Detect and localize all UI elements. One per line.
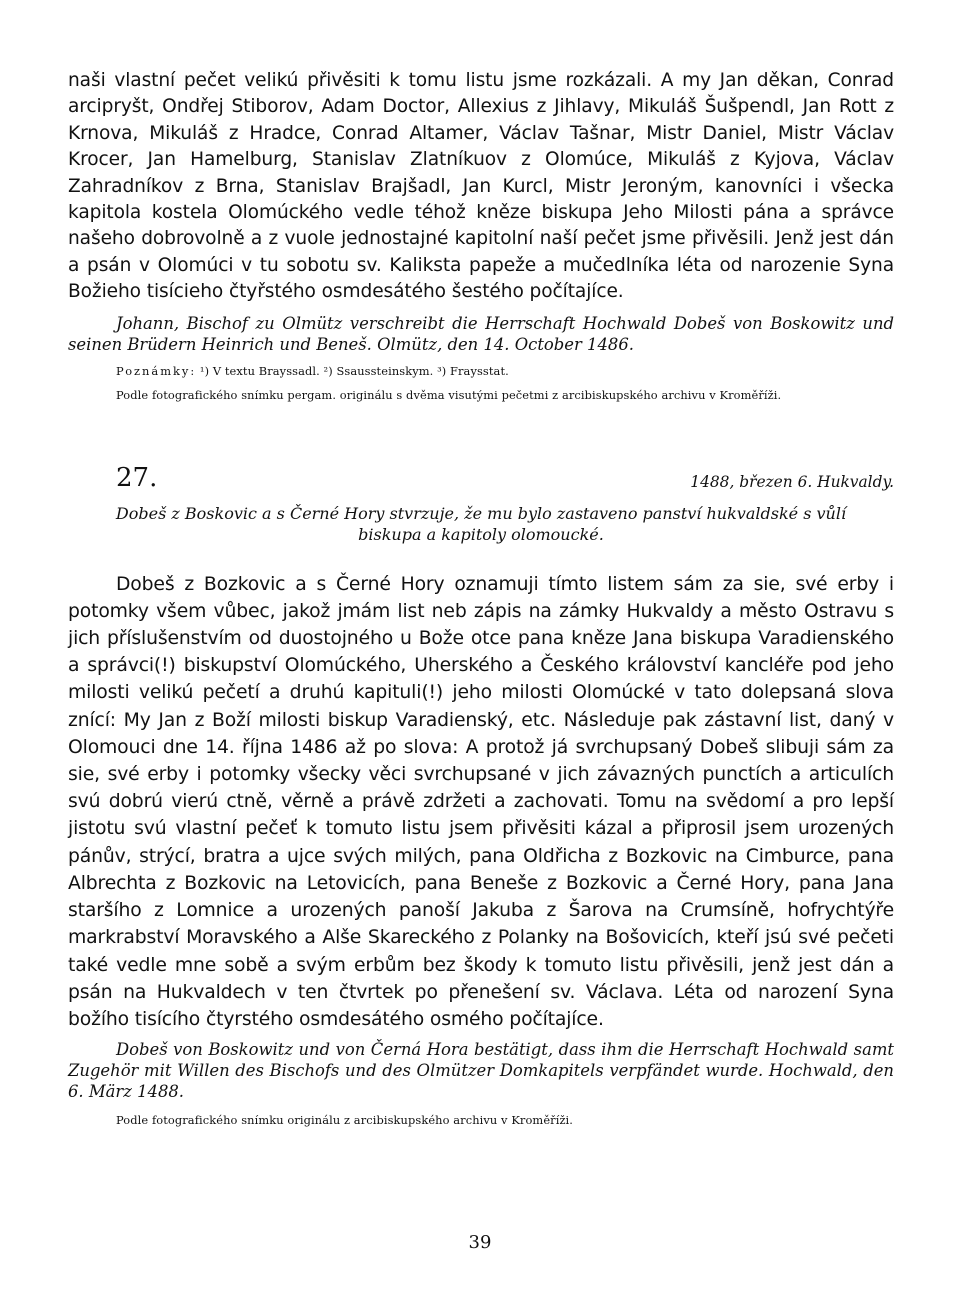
page-content <box>68 68 894 1128</box>
footnotes <box>68 363 894 379</box>
document-regest: Dobeš z Boskovic a s Černé Hory stvrzuje, že mu bylo zastaveno panství hukvaldské s vůlí biskupa a kapitoly olomoucké. <box>115 503 847 544</box>
document-number: 27. <box>116 462 158 493</box>
document-german-summary: Dobeš von Boskowitz und von Černá Hora bestätigt, dass ihm die Herrschaft Hochwald samt Zugehör mit Willen des Bischofs und des Olmützer Domkapitels verpfändet wurde. Hochwald, den 6. März 1488. <box>68 1040 894 1102</box>
footnotes-text: ¹) V textu Brayssadl. ²) Ssaussteinskym. ³) Fraysstat. <box>199 363 509 378</box>
document-date-place: 1488, březen 6. Hukvaldy. <box>690 472 894 491</box>
document-header <box>68 461 894 499</box>
document-source-note: Podle fotografického snímku originálu z arcibiskupského archivu v Kroměříži. <box>116 1113 574 1128</box>
footnotes-label: Poznámky: <box>116 363 197 378</box>
page-number: 39 <box>468 1232 492 1253</box>
prior-german-summary: Johann, Bischof zu Olmütz verschreibt die Herrschaft Hochwald Dobeš von Boskowitz und seinen Brüdern Heinrich und Beneš. Olmütz, den 14. October 1486. <box>68 313 894 354</box>
document-text: Dobeš z Bozkovic a s Černé Hory oznamuji tímto listem sám za sie, své erby i potomky všem vůbec, jakož jmám list neb zápis na zámky Hukvaldy a město Ostravu s jich příslušenstvím od duostojného u Bože otce pana kněze Jana biskupa Varadienského a správci(!) biskupství Olomúckého, Uherského a Českého království kancléře pod jeho milosti velikú pečetí a druhú kapituli(!) jeho milosti Olomúcké v tato dolepsaná slova znící: My Jan z Boží milosti biskup Varadienský, etc. Následuje pak zástavní list, daný v Olomouci dne 14. října 1486 až po slova: A protož já svrchupsaný Dobeš slibuji sám za sie, své erby i potomky všecky věci svrchupsané v jich závazných punctích a articulích svú dobrú vierú ctně, věrně a právě zdržeti a zachovati. Tomu na svědomí a pro lepší jistotu svú vlastní pečeť k tomuto listu jsem přivěsiti kázal a připrosil jsem urozených pánův, strýcí, bratra a ujce svých milých, pana Oldřicha z Bozkovic na Cimburce, pana Albrechta z Bozkovic na Letovicích, pana Beneše z Bozkovic a Černé Hory, pana Jana staršího z Lomnice a urozených panoší Jakuba z Šarova na Crumsíně, hofrychtýře markrabství Moravského a Alše Skareckého z Polanky na Bošovicích, kteří jsú své pečeti také vedle mne sobě a svým erbům bez škody k tomuto listu přivěsili, jenž jest dán a psán na Hukvaldech v ten čtvrtek po přenešení sv. Václava. Léta od narození Syna božího tisícího čtyrstého osmdesátého osmého počítajíce. <box>68 573 894 1030</box>
prior-source-note: Podle fotografického snímku pergam. originálu s dvěma visutými pečetmi z arcibiskupského archivu v Kroměříži. <box>116 387 782 402</box>
prior-document-text: naši vlastní pečet velikú přivěsiti k tomu listu jsme rozkázali. A my Jan děkan, Conrad arcipryšt, Ondřej Stiborov, Adam Doctor, Allexius z Jihlavy, Mikuláš Šušpendl, Jan Rott z Krnova, Mikuláš z Hradce, Conrad Altamer, Václav Tašnar, Mistr Daniel, Mistr Václav Krocer, Jan Hamelburg, Stanislav Zlatníkuov z Olomúce, Mikuláš z Kyjova, Václav Zahradníkov z Brna, Stanislav Brajšadl, Jan Kurcl, Mistr Jeroným, kanovníci i všecka kapitola kostela Olomúckého vedle téhož kněze biskupa Jeho Milosti pána a správce našeho dobrovolně a z vuole jednostajné kapitolní naší pečet jsme přivěsili. Jenž jest dán a psán v Olomúci v tu sobotu sv. Kaliksta papeže a mučedlníka léta od narozenie Syna Božieho tisícieho čtyřstého osmdesátého šestého počítajíce. <box>68 70 894 303</box>
